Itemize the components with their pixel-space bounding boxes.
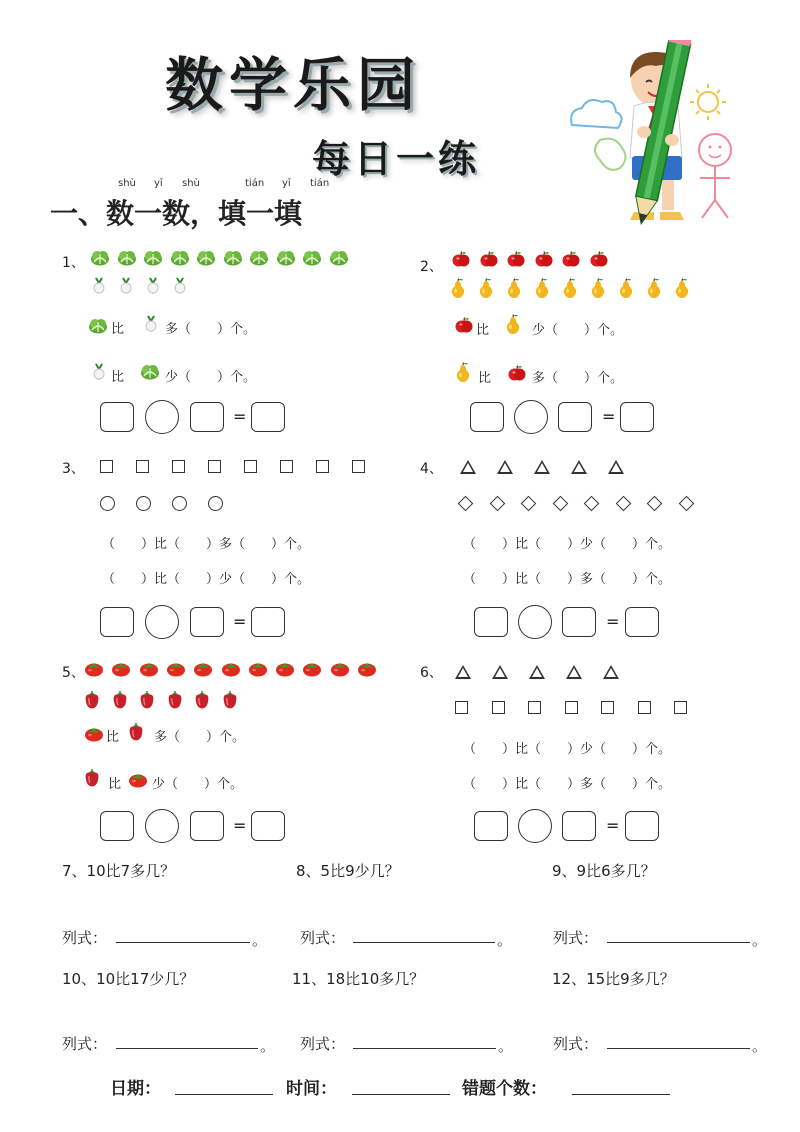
square-shape: [565, 701, 578, 714]
tomato-icon: [111, 659, 131, 677]
q4-triangle-row: [460, 459, 640, 477]
tomato-icon: [248, 659, 268, 677]
wp8-label: 列式：: [300, 929, 346, 947]
wp9-answer-line[interactable]: [607, 942, 750, 943]
tomato-icon: [166, 659, 186, 677]
cabbage-icon: [143, 248, 163, 266]
wp10-end: 。: [260, 1037, 276, 1055]
q1-line2-text: 少（ ）个。: [165, 370, 257, 385]
q1-line1-bi: 比: [111, 322, 125, 337]
apple-icon: [455, 316, 473, 334]
radish-icon: [171, 276, 189, 294]
word-problem-11: 11、18比10多几？: [292, 970, 425, 988]
pear-icon: [590, 278, 606, 298]
diamond-shape: [678, 496, 694, 512]
q6-answer-box-1[interactable]: [474, 811, 508, 841]
square-shape: [352, 460, 365, 473]
tomato-icon: [84, 659, 104, 677]
pinyin-yi-2: yī: [282, 178, 291, 189]
wp12-label: 列式：: [553, 1035, 599, 1053]
radish-icon: [117, 276, 135, 294]
q6-line1: （ ）比（ ）少（ ）个。: [463, 742, 672, 757]
q6-triangle-row: [455, 664, 635, 682]
triangle-shape: [566, 665, 582, 679]
q6-number: 6、: [420, 665, 443, 681]
tomato-icon: [357, 659, 377, 677]
section-heading: [50, 178, 330, 232]
apple-icon: [562, 250, 580, 268]
pear-icon: [646, 278, 662, 298]
q5-number: 5、: [62, 665, 85, 681]
footer-date-line[interactable]: [175, 1094, 273, 1095]
q4-equals: =: [606, 612, 620, 631]
q3-square-row: [100, 459, 380, 477]
cabbage-icon: [223, 248, 243, 266]
triangle-shape: [608, 460, 624, 474]
cabbage-icon: [249, 248, 269, 266]
wp11-label: 列式：: [300, 1035, 346, 1053]
wp12-end: 。: [752, 1037, 768, 1055]
q1-line2-bi: 比: [111, 370, 125, 385]
triangle-shape: [460, 460, 476, 474]
q1-equals: =: [233, 407, 247, 426]
square-shape: [528, 701, 541, 714]
q4-answer-box-2[interactable]: [562, 607, 596, 637]
q1-answer-box-2[interactable]: [190, 402, 224, 432]
pepper-icon: [139, 690, 155, 709]
square-shape: [172, 460, 185, 473]
cabbage-icon: [329, 248, 349, 266]
q1-number: 1、: [62, 255, 85, 271]
tomato-icon: [139, 659, 159, 677]
square-shape: [455, 701, 468, 714]
q3-answer-box-2[interactable]: [190, 607, 224, 637]
q3-answer-box-1[interactable]: [100, 607, 134, 637]
tomato-icon: [275, 659, 295, 677]
radish-icon: [90, 362, 108, 380]
wp8-answer-line[interactable]: [353, 942, 495, 943]
apple-icon: [590, 250, 608, 268]
q4-answer-box-1[interactable]: [474, 607, 508, 637]
square-shape: [280, 460, 293, 473]
cabbage-icon: [196, 248, 216, 266]
diamond-shape: [521, 496, 537, 512]
pinyin-shu-2: shù: [182, 178, 200, 189]
q3-equals: =: [233, 612, 247, 631]
tomato-icon: [221, 659, 241, 677]
q4-number: 4、: [420, 461, 443, 477]
section-heading-text: 一、数一数，填一填: [50, 197, 303, 230]
diamond-shape: [647, 496, 663, 512]
pear-icon: [618, 278, 634, 298]
radish-icon: [90, 276, 108, 294]
diamond-shape: [458, 496, 474, 512]
tomato-icon: [193, 659, 213, 677]
apple-icon: [508, 364, 526, 382]
q4-line1: （ ）比（ ）少（ ）个。: [463, 537, 672, 552]
word-problem-9: 9、9比6多几？: [552, 862, 656, 880]
circle-shape: [172, 496, 187, 511]
diamond-shape: [489, 496, 505, 512]
q2-line2-text: 多（ ）个。: [532, 371, 624, 386]
wp11-end: 。: [498, 1037, 514, 1055]
triangle-shape: [492, 665, 508, 679]
triangle-shape: [571, 460, 587, 474]
pear-icon: [674, 278, 690, 298]
q2-equals: =: [602, 407, 616, 426]
q6-answer-box-result[interactable]: [625, 811, 659, 841]
footer-errors-line[interactable]: [572, 1094, 670, 1095]
square-shape: [674, 701, 687, 714]
pepper-icon: [167, 690, 183, 709]
q4-line2: （ ）比（ ）多（ ）个。: [463, 572, 672, 587]
tomato-icon: [84, 724, 104, 742]
wp10-answer-line[interactable]: [116, 1048, 258, 1049]
q5-answer-box-1[interactable]: [100, 811, 134, 841]
apple-icon: [535, 250, 553, 268]
square-shape: [136, 460, 149, 473]
pepper-icon: [222, 690, 238, 709]
q1-operator-circle[interactable]: [145, 400, 179, 434]
apple-icon: [480, 250, 498, 268]
wp10-label: 列式：: [62, 1035, 108, 1053]
square-shape: [316, 460, 329, 473]
diamond-shape: [615, 496, 631, 512]
square-shape: [638, 701, 651, 714]
pinyin-shu: shù: [118, 178, 136, 189]
q5-tomato-row: [84, 659, 384, 681]
square-shape: [601, 701, 614, 714]
pear-icon: [450, 278, 466, 298]
page-subtitle: 每日一练: [312, 137, 481, 181]
square-shape: [208, 460, 221, 473]
q6-square-row: [455, 700, 695, 718]
word-problem-8: 8、5比9少几？: [296, 862, 400, 880]
q1-answer-box-1[interactable]: [100, 402, 134, 432]
pepper-icon: [84, 768, 100, 787]
radish-icon: [144, 276, 162, 294]
q5-equals: =: [233, 816, 247, 835]
q6-equals: =: [606, 816, 620, 835]
pinyin-yi: yī: [154, 178, 163, 189]
footer-date-label: 日期：: [110, 1079, 161, 1099]
wp9-end: 。: [752, 931, 768, 949]
pinyin-tian-2: tián: [310, 178, 330, 189]
q4-diamond-row: [460, 495, 700, 513]
q3-circle-row: [100, 495, 240, 513]
triangle-shape: [455, 665, 471, 679]
wp7-answer-line[interactable]: [116, 942, 250, 943]
diamond-shape: [584, 496, 600, 512]
boy-with-pencil-illustration: [560, 40, 750, 230]
q1-cabbage-row: [90, 248, 360, 272]
cabbage-icon: [117, 248, 137, 266]
q3-operator-circle[interactable]: [145, 605, 179, 639]
wp8-end: 。: [497, 931, 513, 949]
q4-answer-box-result[interactable]: [625, 607, 659, 637]
wp9-label: 列式：: [553, 929, 599, 947]
tomato-icon: [302, 659, 322, 677]
triangle-shape: [497, 460, 513, 474]
pear-icon: [562, 278, 578, 298]
square-shape: [244, 460, 257, 473]
q2-line1-bi: 比: [476, 323, 490, 338]
q2-apple-row: [452, 250, 622, 272]
cabbage-icon: [170, 248, 190, 266]
triangle-shape: [529, 665, 545, 679]
triangle-shape: [534, 460, 550, 474]
page-title: 数学乐园: [165, 51, 422, 119]
word-problem-7: 7、10比7多几？: [62, 862, 176, 880]
footer-time-line[interactable]: [352, 1094, 450, 1095]
q2-number: 2、: [420, 259, 443, 275]
pepper-icon: [128, 722, 144, 741]
cabbage-icon: [276, 248, 296, 266]
q3-line2: （ ）比（ ）少（ ）个。: [102, 572, 311, 587]
q5-answer-box-result[interactable]: [251, 811, 285, 841]
cabbage-icon: [90, 248, 110, 266]
footer-time-label: 时间：: [286, 1079, 337, 1099]
pear-icon: [505, 314, 521, 334]
radish-icon: [142, 314, 160, 332]
q3-line1: （ ）比（ ）多（ ）个。: [102, 537, 311, 552]
q2-operator-circle[interactable]: [514, 400, 548, 434]
word-problem-10: 10、10比17少几？: [62, 970, 195, 988]
q2-pear-row: [450, 278, 700, 302]
q1-answer-box-result[interactable]: [251, 402, 285, 432]
circle-shape: [136, 496, 151, 511]
q2-answer-box-result[interactable]: [620, 402, 654, 432]
q5-pepper-row: [84, 690, 254, 712]
q6-line2: （ ）比（ ）多（ ）个。: [463, 777, 672, 792]
q6-operator-circle[interactable]: [518, 809, 552, 843]
q4-operator-circle[interactable]: [518, 605, 552, 639]
triangle-shape: [603, 665, 619, 679]
word-problem-12: 12、15比9多几？: [552, 970, 675, 988]
q1-radish-row: [90, 276, 210, 298]
q2-answer-box-1[interactable]: [470, 402, 504, 432]
apple-icon: [452, 250, 470, 268]
footer-errors-label: 错题个数：: [462, 1079, 547, 1099]
q2-line1-text: 少（ ）个。: [532, 323, 624, 338]
pear-icon: [534, 278, 550, 298]
pear-icon: [478, 278, 494, 298]
square-shape: [492, 701, 505, 714]
q6-answer-box-2[interactable]: [562, 811, 596, 841]
tomato-icon: [128, 770, 148, 788]
q3-number: 3、: [62, 461, 85, 477]
pepper-icon: [112, 690, 128, 709]
q5-line2-bi: 比: [108, 777, 122, 792]
wp11-answer-line[interactable]: [353, 1048, 496, 1049]
wp7-end: 。: [252, 931, 268, 949]
q5-operator-circle[interactable]: [145, 809, 179, 843]
q2-answer-box-2[interactable]: [558, 402, 592, 432]
cabbage-icon: [88, 316, 108, 334]
diamond-shape: [552, 496, 568, 512]
q1-line1-text: 多（ ）个。: [165, 322, 257, 337]
q5-answer-box-2[interactable]: [190, 811, 224, 841]
q5-line1-bi: 比: [106, 730, 120, 745]
apple-icon: [507, 250, 525, 268]
q3-answer-box-result[interactable]: [251, 607, 285, 637]
cabbage-icon: [140, 362, 160, 380]
q5-line1-text: 多（ ）个。: [154, 730, 246, 745]
wp12-answer-line[interactable]: [607, 1048, 750, 1049]
cabbage-icon: [302, 248, 322, 266]
q2-line2-bi: 比: [478, 371, 492, 386]
tomato-icon: [330, 659, 350, 677]
pinyin-tian: tián: [245, 178, 265, 189]
square-shape: [100, 460, 113, 473]
q5-line2-text: 少（ ）个。: [152, 777, 244, 792]
pear-icon: [506, 278, 522, 298]
pear-icon: [455, 362, 471, 382]
circle-shape: [100, 496, 115, 511]
circle-shape: [208, 496, 223, 511]
pepper-icon: [84, 690, 100, 709]
pepper-icon: [194, 690, 210, 709]
wp7-label: 列式：: [62, 929, 108, 947]
